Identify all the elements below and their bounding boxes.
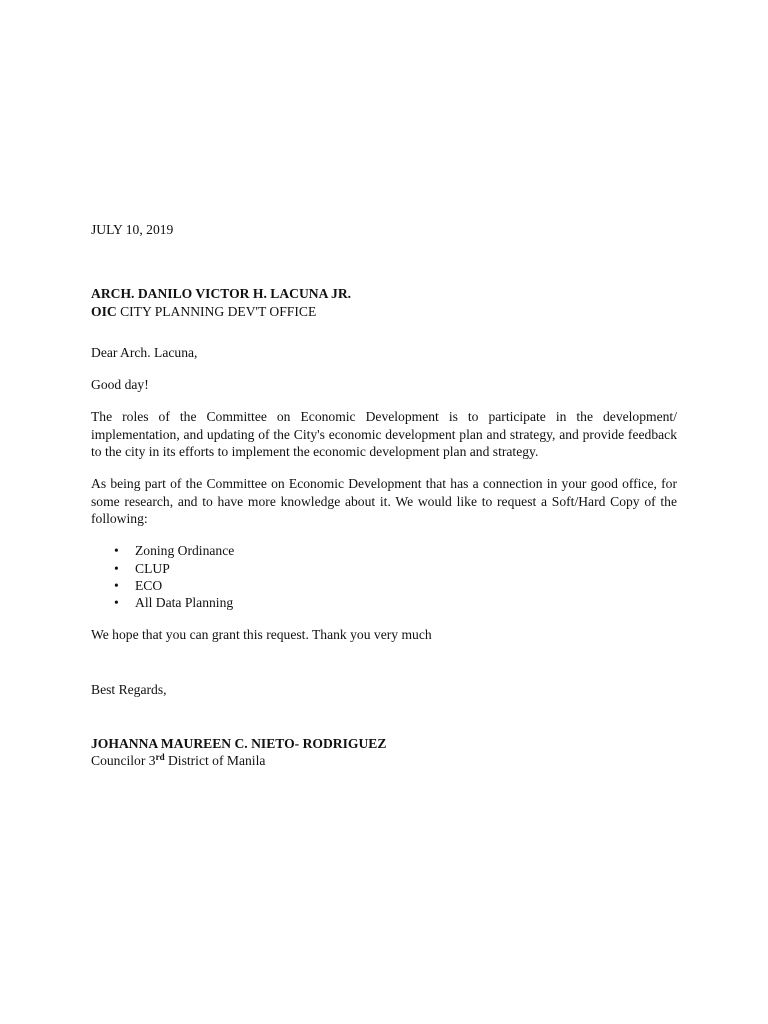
regards: Best Regards, bbox=[91, 681, 167, 697]
list-item-label: ECO bbox=[135, 577, 163, 593]
closing-line: We hope that you can grant this request. Thank you very much bbox=[91, 627, 432, 643]
list-item-label: CLUP bbox=[135, 560, 170, 576]
list-item-label: Zoning Ordinance bbox=[135, 543, 235, 559]
signatory-title-part1: Councilor 3 bbox=[91, 753, 156, 769]
letter-date: JULY 10, 2019 bbox=[91, 222, 174, 237]
bullet-icon: • bbox=[114, 543, 119, 559]
bullet-icon: • bbox=[114, 560, 119, 576]
letter-body bbox=[91, 221, 677, 770]
list-item-label: All Data Planning bbox=[135, 595, 234, 611]
recipient-title-prefix: OIC bbox=[91, 303, 117, 319]
list-item bbox=[91, 577, 677, 594]
paragraph-committee-roles: The roles of the Committee on Economic Development is to participate in the development/ implementation, and updating of the City's economic development plan and strategy, and provide feedback to the city in its efforts to implement the economic development plan and strategy. bbox=[91, 409, 677, 460]
list-item bbox=[91, 560, 677, 577]
paragraph-request: As being part of the Committee on Economic Development that has a connection in your good office, for some research, and to have more knowledge about it. We would like to request a Soft/Hard Copy of the following: bbox=[91, 476, 677, 526]
recipient-title-rest: CITY PLANNING DEV'T OFFICE bbox=[116, 303, 317, 319]
recipient-name: ARCH. DANILO VICTOR H. LACUNA JR. bbox=[91, 286, 352, 302]
signatory-title bbox=[91, 752, 677, 769]
bullet-icon: • bbox=[114, 577, 119, 593]
salutation: Dear Arch. Lacuna, bbox=[91, 344, 198, 360]
recipient-title bbox=[91, 303, 677, 320]
bullet-icon: • bbox=[114, 595, 119, 611]
signatory-title-part2: District of Manila bbox=[164, 753, 266, 769]
ordinal-superscript: rd bbox=[155, 752, 165, 763]
list-item bbox=[91, 542, 677, 559]
greeting: Good day! bbox=[91, 377, 149, 393]
signatory-name: JOHANNA MAUREEN C. NIETO- RODRIGUEZ bbox=[91, 736, 387, 752]
list-item bbox=[91, 594, 677, 611]
requested-items-list bbox=[91, 542, 677, 611]
